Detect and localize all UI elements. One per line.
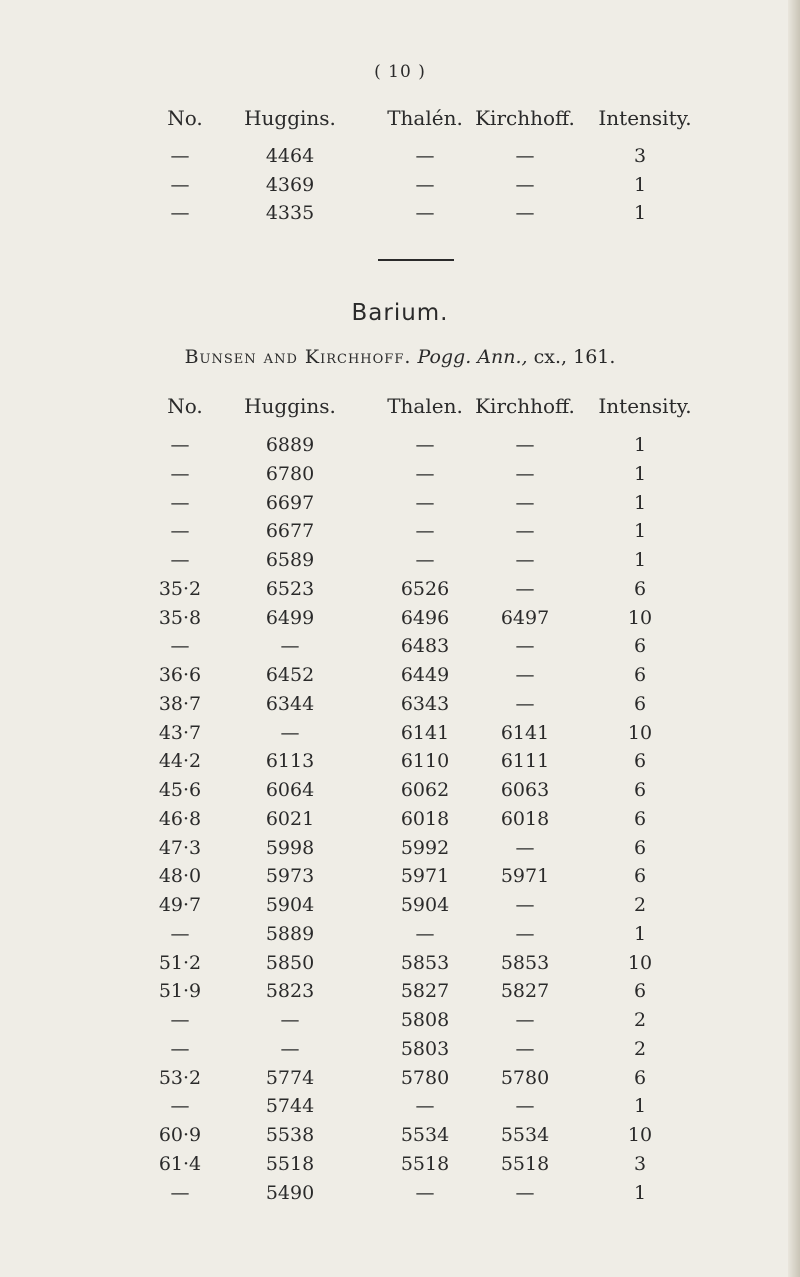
cell-kirchhoff: — xyxy=(515,434,535,456)
cell-kirchhoff: — xyxy=(515,836,535,859)
cell-kirchhoff: — xyxy=(515,173,535,196)
cell-huggins: 4464 xyxy=(265,145,315,167)
cell-huggins: 6499 xyxy=(265,606,315,629)
cell-thalen: 5971 xyxy=(400,865,450,888)
cell-thalen: — xyxy=(415,1095,435,1118)
cell-thalen: 6483 xyxy=(400,635,450,658)
cell-intensity: 6 xyxy=(633,692,647,715)
cell-kirchhoff: — xyxy=(515,692,535,715)
table-row xyxy=(0,489,800,517)
cell-thalen: 6449 xyxy=(400,664,450,686)
cell-no: 45·6 xyxy=(158,779,202,801)
cell-intensity: 1 xyxy=(633,1095,647,1118)
cell-no: 60·9 xyxy=(158,1124,202,1146)
cell-huggins: 5490 xyxy=(265,1181,315,1204)
cell-thalen: — xyxy=(415,491,435,514)
cell-no: — xyxy=(170,549,190,571)
cell-intensity: 1 xyxy=(633,434,647,456)
cell-no: 47·3 xyxy=(158,836,202,859)
cell-no: — xyxy=(170,145,190,167)
table-row xyxy=(0,575,800,603)
table-row xyxy=(0,834,800,862)
column-header-intensity: Intensity. xyxy=(598,394,692,418)
column-header-no: No. xyxy=(167,394,203,418)
cell-huggins: 6523 xyxy=(265,577,315,600)
cell-no: 43·7 xyxy=(158,721,202,744)
table-row xyxy=(0,719,800,747)
table-row xyxy=(0,1006,800,1034)
cell-huggins: 6113 xyxy=(265,750,315,773)
cell-thalen: — xyxy=(415,1181,435,1204)
cell-thalen: 5518 xyxy=(400,1152,450,1175)
cell-no: — xyxy=(170,520,190,543)
cell-intensity: 2 xyxy=(633,1009,647,1031)
cell-huggins: — xyxy=(280,635,300,658)
table-row xyxy=(0,199,800,227)
cell-intensity: 6 xyxy=(633,836,647,859)
cell-kirchhoff: — xyxy=(515,1037,535,1060)
cell-no: 53·2 xyxy=(158,1066,202,1089)
cell-kirchhoff: 6497 xyxy=(500,606,550,629)
cell-thalen: — xyxy=(415,434,435,456)
cell-kirchhoff: — xyxy=(515,549,535,571)
table-row xyxy=(0,632,800,660)
cell-huggins: 5538 xyxy=(265,1124,315,1146)
cell-huggins: 5774 xyxy=(265,1066,315,1089)
cell-intensity: 6 xyxy=(633,807,647,830)
column-header-huggins: Huggins. xyxy=(244,106,336,130)
cell-no: 35·2 xyxy=(158,577,202,600)
cell-kirchhoff: — xyxy=(515,202,535,224)
table-row xyxy=(0,1064,800,1092)
cell-thalen: — xyxy=(415,922,435,945)
cell-no: — xyxy=(170,462,190,485)
table-row xyxy=(0,1092,800,1120)
cell-thalen: 5853 xyxy=(400,951,450,974)
cell-huggins: 4335 xyxy=(265,202,315,224)
cell-no: — xyxy=(170,922,190,945)
cell-thalen: 6062 xyxy=(400,779,450,801)
cell-thalen: 5904 xyxy=(400,894,450,916)
cell-no: 44·2 xyxy=(158,750,202,773)
cell-kirchhoff: 5827 xyxy=(500,980,550,1003)
table-row xyxy=(0,604,800,632)
cell-huggins: 6452 xyxy=(265,664,315,686)
table-row xyxy=(0,747,800,775)
cell-huggins: 5889 xyxy=(265,922,315,945)
cell-no: 61·4 xyxy=(158,1152,202,1175)
cell-intensity: 10 xyxy=(627,951,653,974)
cell-no: 46·8 xyxy=(158,807,202,830)
cell-huggins: — xyxy=(280,721,300,744)
table-row xyxy=(0,517,800,545)
cell-kirchhoff: 6141 xyxy=(500,721,550,744)
cell-intensity: 1 xyxy=(633,491,647,514)
cell-kirchhoff: — xyxy=(515,635,535,658)
cell-intensity: 10 xyxy=(627,1124,653,1146)
table-header-row xyxy=(0,392,800,420)
table-header-row xyxy=(0,104,800,132)
cell-thalen: 6343 xyxy=(400,692,450,715)
cell-intensity: 2 xyxy=(633,1037,647,1060)
cell-no: — xyxy=(170,1009,190,1031)
column-header-huggins: Huggins. xyxy=(244,394,336,418)
cell-intensity: 6 xyxy=(633,577,647,600)
cell-kirchhoff: — xyxy=(515,922,535,945)
table-row xyxy=(0,460,800,488)
cell-huggins: 5998 xyxy=(265,836,315,859)
cell-intensity: 6 xyxy=(633,1066,647,1089)
cell-huggins: 6064 xyxy=(265,779,315,801)
column-header-thalen: Thalen. xyxy=(387,394,463,418)
cell-intensity: 1 xyxy=(633,462,647,485)
cell-thalen: 5808 xyxy=(400,1009,450,1031)
cell-huggins: 6589 xyxy=(265,549,315,571)
cell-no: — xyxy=(170,491,190,514)
cell-intensity: 6 xyxy=(633,779,647,801)
cell-thalen: — xyxy=(415,520,435,543)
cell-intensity: 1 xyxy=(633,202,647,224)
table-row xyxy=(0,862,800,890)
table-row xyxy=(0,949,800,977)
cell-huggins: 6344 xyxy=(265,692,315,715)
cell-kirchhoff: 5853 xyxy=(500,951,550,974)
cell-kirchhoff: — xyxy=(515,577,535,600)
citation xyxy=(0,346,800,368)
citation-authors: Bunsen and Kirchhoff. xyxy=(184,346,412,368)
cell-intensity: 1 xyxy=(633,520,647,543)
table-row xyxy=(0,546,800,574)
cell-thalen: 6018 xyxy=(400,807,450,830)
cell-thalen: 6110 xyxy=(400,750,450,773)
table-row xyxy=(0,1035,800,1063)
cell-kirchhoff: — xyxy=(515,894,535,916)
cell-huggins: 5518 xyxy=(265,1152,315,1175)
cell-thalen: 5992 xyxy=(400,836,450,859)
cell-huggins: 6021 xyxy=(265,807,315,830)
cell-no: — xyxy=(170,1181,190,1204)
cell-intensity: 6 xyxy=(633,865,647,888)
cell-thalen: — xyxy=(415,549,435,571)
cell-intensity: 10 xyxy=(627,606,653,629)
column-header-kirchhoff: Kirchhoff. xyxy=(475,106,575,130)
cell-huggins: 6677 xyxy=(265,520,315,543)
cell-thalen: 6526 xyxy=(400,577,450,600)
table-row xyxy=(0,431,800,459)
cell-intensity: 2 xyxy=(633,894,647,916)
cell-kirchhoff: 5780 xyxy=(500,1066,550,1089)
cell-huggins: 6780 xyxy=(265,462,315,485)
table-row xyxy=(0,920,800,948)
cell-intensity: 1 xyxy=(633,1181,647,1204)
cell-no: — xyxy=(170,202,190,224)
cell-kirchhoff: — xyxy=(515,664,535,686)
cell-kirchhoff: 5971 xyxy=(500,865,550,888)
cell-huggins: — xyxy=(280,1009,300,1031)
page-number: ( 10 ) xyxy=(374,62,426,82)
section-title: Barium. xyxy=(351,300,449,326)
table-row xyxy=(0,891,800,919)
cell-no: 49·7 xyxy=(158,894,202,916)
cell-kirchhoff: 6018 xyxy=(500,807,550,830)
table-row xyxy=(0,661,800,689)
cell-kirchhoff: 5534 xyxy=(500,1124,550,1146)
cell-kirchhoff: 6063 xyxy=(500,779,550,801)
cell-intensity: 1 xyxy=(633,173,647,196)
column-header-intensity: Intensity. xyxy=(598,106,692,130)
cell-intensity: 3 xyxy=(633,145,647,167)
cell-huggins: 5904 xyxy=(265,894,315,916)
table-row xyxy=(0,171,800,199)
cell-kirchhoff: — xyxy=(515,1181,535,1204)
cell-no: — xyxy=(170,173,190,196)
cell-kirchhoff: — xyxy=(515,1095,535,1118)
cell-kirchhoff: 5518 xyxy=(500,1152,550,1175)
cell-huggins: 4369 xyxy=(265,173,315,196)
table-row xyxy=(0,1150,800,1178)
cell-thalen: 5780 xyxy=(400,1066,450,1089)
table-row xyxy=(0,776,800,804)
cell-intensity: 1 xyxy=(633,549,647,571)
table-row xyxy=(0,1179,800,1207)
cell-no: 35·8 xyxy=(158,606,202,629)
cell-thalen: — xyxy=(415,462,435,485)
cell-no: 36·6 xyxy=(158,664,202,686)
cell-intensity: 6 xyxy=(633,980,647,1003)
cell-kirchhoff: — xyxy=(515,462,535,485)
cell-thalen: 5803 xyxy=(400,1037,450,1060)
cell-thalen: — xyxy=(415,145,435,167)
table-row xyxy=(0,1121,800,1149)
section-divider-rule xyxy=(378,259,454,261)
column-header-thalen: Thalén. xyxy=(387,106,463,130)
table-row xyxy=(0,977,800,1005)
cell-no: 51·2 xyxy=(158,951,202,974)
cell-intensity: 10 xyxy=(627,721,653,744)
cell-thalen: 5827 xyxy=(400,980,450,1003)
table-row xyxy=(0,690,800,718)
cell-huggins: 6889 xyxy=(265,434,315,456)
cell-no: — xyxy=(170,1095,190,1118)
cell-kirchhoff: 6111 xyxy=(500,750,550,773)
cell-thalen: — xyxy=(415,202,435,224)
citation-journal: Pogg. Ann., xyxy=(417,346,528,368)
cell-no: 38·7 xyxy=(158,692,202,715)
cell-no: 51·9 xyxy=(158,980,202,1003)
cell-huggins: 5744 xyxy=(265,1095,315,1118)
cell-no: — xyxy=(170,1037,190,1060)
cell-no: — xyxy=(170,635,190,658)
cell-intensity: 1 xyxy=(633,922,647,945)
cell-no: 48·0 xyxy=(158,865,202,888)
cell-intensity: 3 xyxy=(633,1152,647,1175)
cell-intensity: 6 xyxy=(633,635,647,658)
cell-thalen: 6496 xyxy=(400,606,450,629)
citation-reference: cx., 161. xyxy=(533,346,616,368)
cell-intensity: 6 xyxy=(633,664,647,686)
cell-huggins: 5973 xyxy=(265,865,315,888)
cell-huggins: 5850 xyxy=(265,951,315,974)
cell-huggins: 6697 xyxy=(265,491,315,514)
column-header-no: No. xyxy=(167,106,203,130)
cell-kirchhoff: — xyxy=(515,491,535,514)
column-header-kirchhoff: Kirchhoff. xyxy=(475,394,575,418)
cell-thalen: — xyxy=(415,173,435,196)
cell-kirchhoff: — xyxy=(515,1009,535,1031)
cell-thalen: 5534 xyxy=(400,1124,450,1146)
table-row xyxy=(0,142,800,170)
cell-kirchhoff: — xyxy=(515,145,535,167)
cell-no: — xyxy=(170,434,190,456)
cell-intensity: 6 xyxy=(633,750,647,773)
cell-thalen: 6141 xyxy=(400,721,450,744)
cell-huggins: 5823 xyxy=(265,980,315,1003)
cell-huggins: — xyxy=(280,1037,300,1060)
cell-kirchhoff: — xyxy=(515,520,535,543)
table-row xyxy=(0,805,800,833)
